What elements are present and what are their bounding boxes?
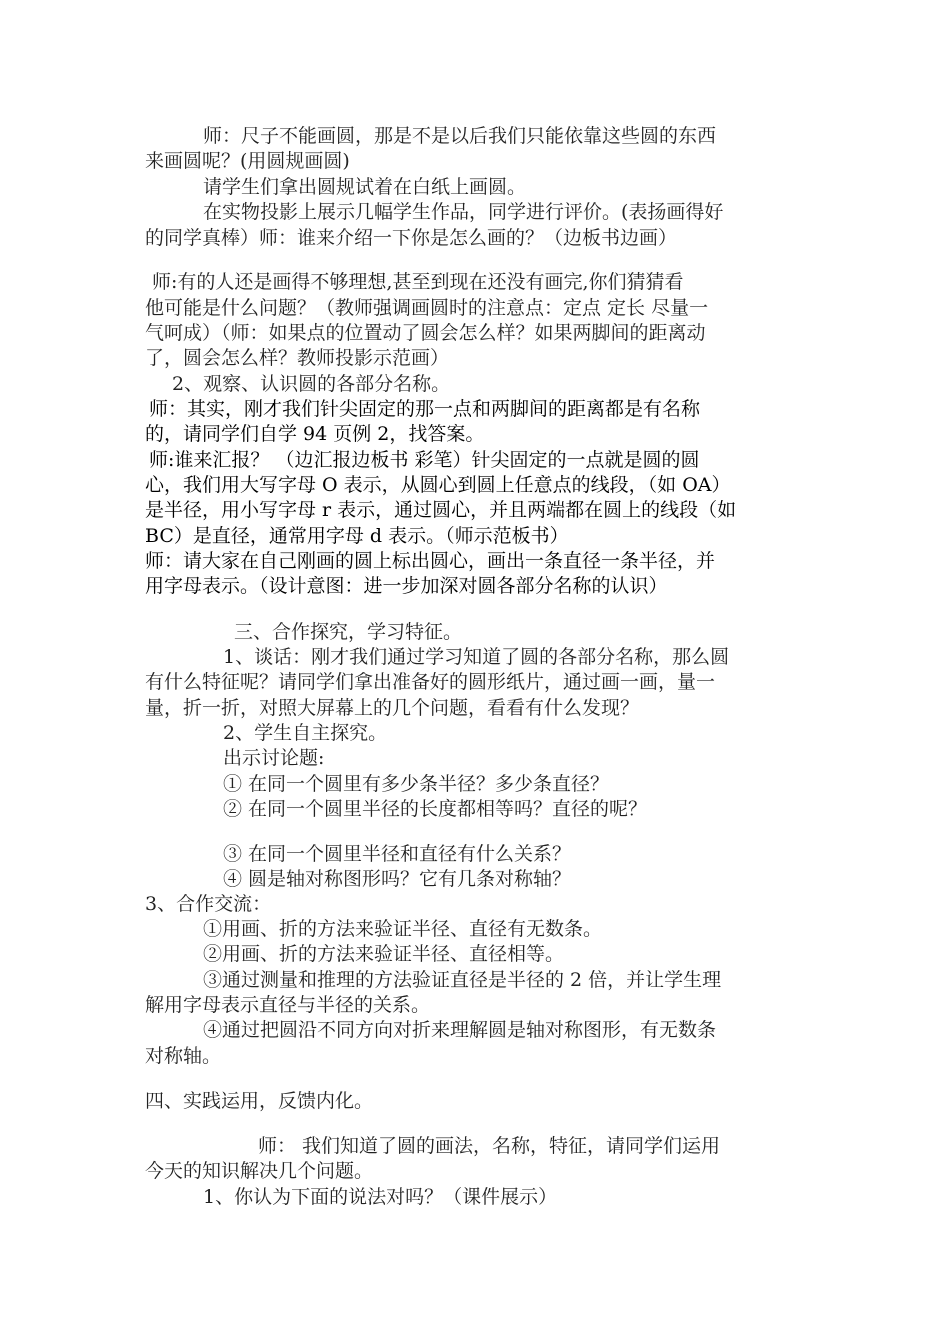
list-item: ③ 在同一个圆里半径和直径有什么关系？	[223, 843, 572, 865]
list-item: ② 在同一个圆里半径的长度都相等吗？直径的呢？	[223, 798, 648, 820]
paragraph-line: 2、学生自主探究。	[223, 722, 388, 744]
paragraph-line: 师：尺子不能画圆，那是不是以后我们只能依靠这些圆的东西	[203, 125, 717, 147]
paragraph-line: 今天的知识解决几个问题。	[145, 1160, 374, 1182]
list-item: ③通过测量和推理的方法验证直径是半径的 2 倍，并让学生理	[203, 969, 722, 991]
paragraph-line: 师： 我们知道了圆的画法，名称，特征，请同学们运用	[258, 1135, 721, 1157]
paragraph-line: 他可能是什么问题？（教师强调画圆时的注意点：定点 定长 尽量一	[145, 297, 709, 319]
section-heading: 3、合作交流：	[145, 893, 272, 915]
paragraph-line: 师:有的人还是画得不够理想,甚至到现在还没有画完,你们猜猜看	[152, 271, 684, 293]
paragraph-line: 1、谈话：刚才我们通过学习知道了圆的各部分名称，那么圆	[223, 646, 730, 668]
section-heading: 三、合作探究，学习特征。	[234, 621, 463, 643]
paragraph-line: 的，请同学们自学 94 页例 2，找答案。	[145, 423, 485, 445]
paragraph-line: 解用字母表示直径与半径的关系。	[145, 994, 431, 1016]
paragraph-line: 量，折一折，对照大屏幕上的几个问题，看看有什么发现？	[145, 697, 640, 719]
paragraph-line: 了，圆会怎么样？教师投影示范画）	[145, 347, 450, 369]
list-item: ① 在同一个圆里有多少条半径？多少条直径？	[223, 773, 610, 795]
paragraph-line: 对称轴。	[145, 1045, 222, 1067]
paragraph-line: 气呵成）（师：如果点的位置动了圆会怎么样？如果两脚间的距离动	[145, 322, 706, 344]
list-item: ④ 圆是轴对称图形吗？它有几条对称轴？	[223, 868, 572, 890]
paragraph-line: 请学生们拿出圆规试着在白纸上画圆。	[203, 176, 527, 198]
paragraph-line: 出示讨论题:	[223, 747, 325, 769]
list-item: ②用画、折的方法来验证半径、直径相等。	[203, 943, 565, 965]
paragraph-line: 用字母表示。（设计意图：进一步加深对圆各部分名称的认识）	[145, 575, 668, 597]
list-item: ①用画、折的方法来验证半径、直径有无数条。	[203, 918, 603, 940]
paragraph-line: BC）是直径，通常用字母 d 表示。（师示范板书）	[145, 525, 569, 547]
paragraph-line: 在实物投影上展示几幅学生作品，同学进行评价。(表扬画得好	[203, 201, 724, 223]
paragraph-line: 心，我们用大写字母 O 表示，从圆心到圆上任意点的线段，（如 OA）	[145, 474, 731, 496]
paragraph-line: 来画圆呢？(用圆规画圆)	[145, 150, 350, 172]
section-heading: 2、观察、认识圆的各部分名称。	[172, 373, 451, 395]
section-heading: 四、实践运用，反馈内化。	[145, 1090, 374, 1112]
paragraph-line: 有什么特征呢？请同学们拿出准备好的圆形纸片，通过画一画，量一	[145, 671, 716, 693]
paragraph-line: 是半径，用小写字母 r 表示，通过圆心，并且两端都在圆上的线段（如	[145, 499, 737, 521]
paragraph-line: 的同学真棒）师：谁来介绍一下你是怎么画的？（边板书边画）	[145, 227, 678, 249]
paragraph-line: 1、你认为下面的说法对吗？（课件展示）	[203, 1186, 558, 1208]
list-item: ④通过把圆沿不同方向对折来理解圆是轴对称图形，有无数条	[203, 1019, 717, 1041]
paragraph-line: 师：其实，刚才我们针尖固定的那一点和两脚间的距离都是有名称	[149, 398, 701, 420]
paragraph-line: 师:谁来汇报？ （边汇报边板书 彩笔）针尖固定的一点就是圆的圆	[149, 449, 700, 471]
paragraph-line: 师：请大家在自己刚画的圆上标出圆心，画出一条直径一条半径，并	[145, 550, 716, 572]
